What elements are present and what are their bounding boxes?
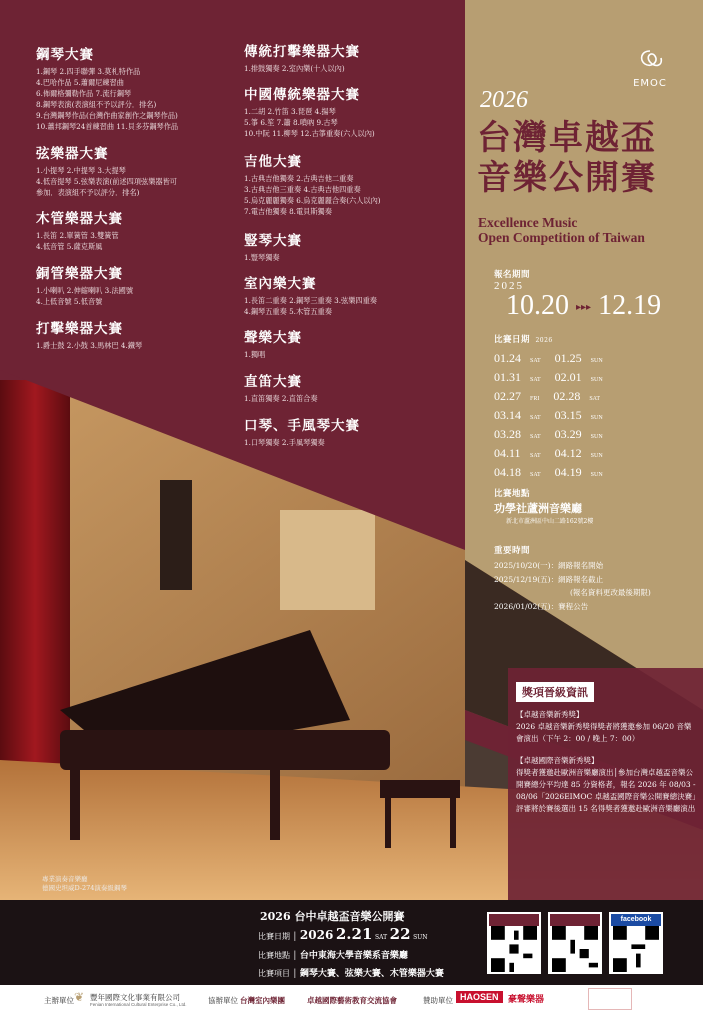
organizer-logo-icon: ❦: [74, 990, 85, 1004]
category-item: 1.爵士鼓 2.小鼓 3.馬林巴 4.鐵琴: [36, 341, 143, 350]
category-title: 弦樂器大賽: [36, 146, 109, 162]
category-item: 5.烏克麗麗獨奏 6.烏克麗麗合奏(六人以內): [244, 196, 381, 205]
weekday: SUN: [590, 415, 603, 421]
header-year: 2026: [480, 87, 528, 113]
schedule-row: [494, 427, 617, 446]
date: 03.28: [494, 427, 521, 441]
co-organizer-1: 台灣室內樂團: [240, 996, 285, 1005]
category-item: 1.豎琴獨奏: [244, 253, 280, 262]
schedule-row: [494, 351, 617, 370]
qr-code-facebook[interactable]: [609, 912, 663, 974]
date-end: 22: [389, 925, 411, 943]
category-item: 4.上低音號 5.低音號: [36, 297, 103, 306]
registration-label: 報名期間: [494, 270, 531, 280]
category-title: 口琴、手風琴大賽: [244, 418, 360, 434]
schedule-row: [494, 446, 617, 465]
date: 03.29: [554, 427, 582, 441]
weekday: SUN: [590, 453, 603, 459]
english-line-1: Excellence Music: [478, 215, 578, 230]
category-item: 10.蕭邦鋼琴24首練習曲 11.貝多芬鋼琴作品: [36, 122, 179, 131]
weekday: SAT: [530, 453, 541, 459]
category-item: 1.排鼓獨奏 2.室內樂(十人以內): [244, 64, 345, 73]
date-label: 比賽日期: [258, 932, 290, 941]
taichung-items: 鋼琴大賽、弦樂大賽、木管樂器大賽: [299, 969, 444, 979]
category-title: 吉他大賽: [244, 154, 302, 170]
date-start: 2.21: [335, 925, 373, 943]
category-strings: [36, 142, 177, 198]
taichung-info: [258, 925, 444, 983]
award-subtitle: 【卓越國際音樂新秀獎】: [516, 756, 599, 765]
qr-code-1[interactable]: [487, 912, 541, 974]
important-item: 2025/10/20(一)：網路報名開始: [494, 561, 604, 570]
schedule-row: [494, 465, 617, 484]
sponsor-logo-small: [588, 988, 632, 1010]
important-list: [494, 559, 651, 613]
category-item: 1.獨唱: [244, 350, 266, 359]
category-item: 4.低音管 5.薩克斯風: [36, 242, 103, 251]
qr-pattern: [611, 926, 661, 972]
photo-caption: [42, 875, 127, 893]
schedule-label-text: 比賽日期: [494, 335, 531, 345]
weekday: SAT: [530, 472, 541, 478]
category-item: 5.箏 6.笙 7.簫 8.嗩吶 9.古琴: [244, 118, 338, 127]
weekday: SUN: [590, 377, 603, 383]
category-item: 1.小喇叭 2.伸縮喇叭 3.法國號: [36, 286, 134, 295]
title-line-1: 台灣卓越盃: [477, 118, 657, 158]
category-title: 銅管樂器大賽: [36, 266, 123, 282]
category-item: 7.電吉他獨奏 8.電貝斯獨奏: [244, 207, 332, 216]
schedule-row: [494, 389, 617, 408]
date: 01.24: [494, 351, 521, 365]
category-title: 聲樂大賽: [244, 330, 302, 346]
caption-line-1: 專業演奏音樂廳: [42, 875, 88, 883]
category-brass: [36, 262, 133, 307]
qr-pattern: [550, 926, 600, 972]
qr-code-2[interactable]: [548, 912, 602, 974]
venue-label: 比賽地點: [494, 489, 531, 499]
schedule-year: 2026: [535, 337, 553, 344]
category-title: 中國傳統樂器大賽: [244, 87, 360, 103]
caption-line-2: 德國史坦威D-274演奏級鋼琴: [42, 884, 127, 892]
category-harmonica: [244, 414, 360, 448]
schedule-table: [494, 351, 617, 484]
award-text: 得獎者獲邀赴歐洲音樂廳演出│參加台灣卓越盃音樂公開賽總分平均達 85 分資格者，報名 2026 年 08/03 - 08/06「2026EIMOC 卓越盃國際音樂公開賽總決賽」評審將於賽後選出 15 名得獎者獲邀赴歐洲音樂廳演出: [516, 768, 696, 813]
category-woodwind: [36, 207, 123, 252]
category-piano: [36, 43, 178, 132]
category-item: 1.小提琴 2.中提琴 3.大提琴: [36, 166, 126, 175]
weekday: SUN: [590, 358, 603, 364]
category-percussion: [36, 317, 142, 351]
weekday: SUN: [590, 434, 603, 440]
category-chamber: [244, 272, 377, 317]
awards-content: [516, 709, 696, 815]
emoc-logo-icon: [633, 48, 667, 74]
category-vocal: [244, 326, 302, 360]
category-item: 4.巴哈作品 5.蕭爾尼練習曲: [36, 78, 124, 87]
important-item: 2026/01/02(五)：賽程公告: [494, 601, 589, 611]
schedule-label: [494, 333, 553, 345]
date: 04.11: [494, 446, 521, 460]
date-start-weekday: SAT: [374, 934, 388, 941]
diagonal-overlay: [0, 370, 465, 570]
taichung-items-row: 比賽項目 │ 鋼琴大賽、弦樂大賽、木管樂器大賽: [258, 969, 444, 979]
category-chinese: [244, 83, 375, 139]
schedule-row: [494, 370, 617, 389]
category-title: 室內樂大賽: [244, 276, 317, 292]
date: 01.25: [554, 351, 582, 365]
weekday: SAT: [530, 377, 541, 383]
category-item: 1.長笛二重奏 2.鋼琴三重奏 3.弦樂四重奏: [244, 296, 377, 305]
date: 03.15: [554, 408, 582, 422]
header-english: [478, 215, 645, 245]
category-title: 豎琴大賽: [244, 233, 302, 249]
emoc-logo-text: EMOC: [633, 78, 667, 89]
organizer-label: 主辦單位: [44, 996, 74, 1005]
category-item: 6.佈爾格彌勒作品 7.流行鋼琴: [36, 89, 132, 98]
weekday: SAT: [530, 415, 541, 421]
arrows-icon: ▸▸▸: [576, 302, 592, 314]
date: 01.31: [494, 370, 521, 384]
venue-name: 功學社蘆洲音樂廳: [494, 502, 582, 515]
category-item: 1.直笛獨奏 2.直笛合奏: [244, 394, 318, 403]
weekday: SAT: [530, 358, 541, 364]
schedule-row: [494, 408, 617, 427]
venue-address: 新北市蘆洲區中山二路162號2樓: [506, 518, 594, 525]
taichung-title: 2026 台中卓越盃音樂公開賽: [260, 910, 405, 923]
category-item: 1.鋼琴 2.四手聯彈 3.莫札特作品: [36, 67, 141, 76]
co-organizer-label: 協辦單位: [208, 996, 238, 1005]
category-title: 傳統打擊樂器大賽: [244, 44, 360, 60]
weekday: SAT: [589, 396, 601, 402]
items-label: 比賽項目: [258, 969, 290, 978]
date: 02.28: [553, 389, 581, 403]
facebook-label: facebook: [611, 914, 661, 926]
weekday: SAT: [530, 434, 541, 440]
registration-end: 12.19: [598, 290, 662, 321]
category-item: 4.低音提琴 5.弦樂表演(前述四項弦樂器皆可: [36, 177, 177, 186]
category-item: 9.台灣鋼琴作品(台灣作曲家創作之鋼琴作品): [36, 111, 178, 120]
taichung-venue: 台中東海大學音樂系音樂廳: [299, 951, 408, 961]
venue-label: 比賽地點: [258, 951, 290, 960]
category-item: 1.口琴獨奏 2.手風琴獨奏: [244, 438, 325, 447]
date-year: 2026: [299, 928, 334, 942]
date: 04.19: [554, 465, 582, 479]
category-item: 4.鋼琴五重奏 5.木管五重奏: [244, 307, 332, 316]
date: 02.27: [494, 389, 521, 403]
important-label: 重要時間: [494, 546, 531, 556]
category-guitar: [244, 150, 381, 217]
category-title: 直笛大賽: [244, 374, 302, 390]
important-item: (報名資料更改最後期限): [570, 588, 651, 597]
category-item: 10.中阮 11.柳琴 12.古箏重奏(六人以內): [244, 129, 375, 138]
sponsor-label: 贊助單位: [423, 996, 453, 1005]
registration-range: [506, 290, 661, 322]
award-text: 2026 卓越音樂新秀獎得獎者將獲邀參加 06/20 音樂會演出（下午 2：00 / 晚上 7：00）: [516, 722, 692, 743]
date: 03.14: [494, 408, 521, 422]
category-item: 1.長笛 2.單簧管 3.雙簧管: [36, 231, 119, 240]
category-item: 1.二胡 2.竹笛 3.琵琶 4.揚琴: [244, 107, 336, 116]
award-subtitle: 【卓越音樂新秀獎】: [516, 710, 584, 719]
weekday: SUN: [590, 472, 603, 478]
category-title: 打擊樂器大賽: [36, 321, 123, 337]
registration-start: 10.20: [506, 290, 569, 321]
category-item: 1.古典吉他獨奏 2.古典吉他二重奏: [244, 174, 354, 183]
taichung-date-row: 比賽日期 │ 2026 2.21 SAT 22 SUN: [258, 925, 428, 943]
date: 02.01: [554, 370, 582, 384]
registration-year: 2025: [494, 280, 524, 292]
emoc-logo: [615, 48, 685, 89]
weekday: FRI: [530, 396, 540, 402]
date-end-weekday: SUN: [413, 934, 428, 941]
category-harp: [244, 229, 302, 263]
category-traditional-percussion: [244, 40, 360, 74]
co-organizer-2: 卓越國際藝術教育交流協會: [307, 996, 397, 1005]
title-line-2: 音樂公開賽: [477, 158, 657, 198]
qr-pattern: [489, 926, 539, 972]
date: 04.12: [554, 446, 582, 460]
important-item: 2025/12/19(五)：網路報名截止: [494, 574, 604, 584]
category-title: 木管樂器大賽: [36, 211, 123, 227]
category-recorder: [244, 370, 318, 404]
taichung-venue-row: 比賽地點 │ 台中東海大學音樂系音樂廳: [258, 951, 408, 961]
date: 04.18: [494, 465, 521, 479]
awards-title: 獎項晉級資訊: [516, 682, 594, 702]
category-item: 3.古典吉他三重奏 4.古典吉他四重奏: [244, 185, 361, 194]
sponsor-brand: HAOSEN: [456, 991, 503, 1003]
organizer-name-en: Fenian International Cultural Enterprise Co., Ltd.: [90, 1002, 187, 1007]
sponsor-chinese-name: 豪聲樂器: [508, 995, 545, 1005]
category-item: 8.鋼琴表演(表演組不予以評分．排名): [36, 100, 157, 109]
english-line-2: Open Competition of Taiwan: [478, 230, 645, 245]
category-title: 鋼琴大賽: [36, 47, 94, 63]
organizer-name: 豐年國際文化事業有限公司: [90, 993, 180, 1002]
category-item: 參加．表演組不予以評分．排名): [36, 188, 140, 197]
header-title: [477, 118, 657, 198]
